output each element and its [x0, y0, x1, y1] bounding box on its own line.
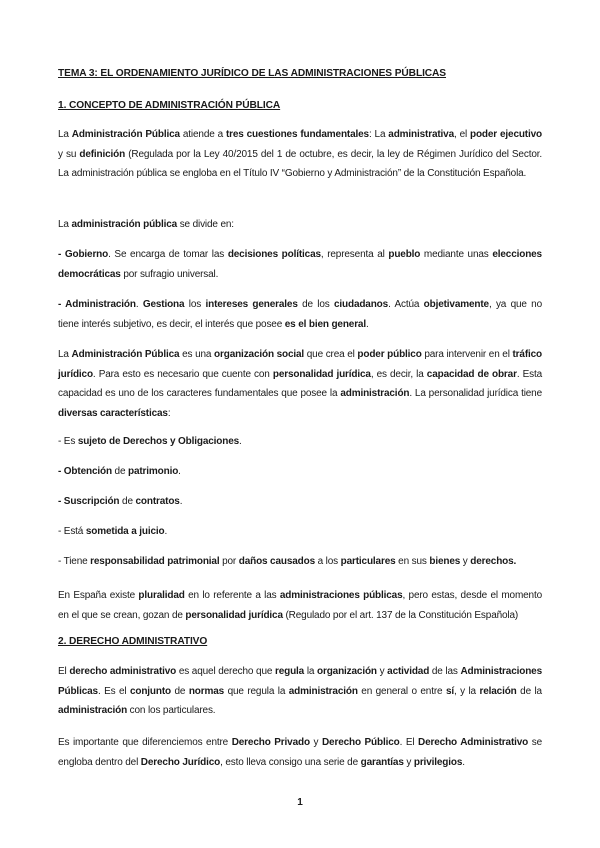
- text-run: se engloba dentro del: [58, 737, 543, 768]
- bold-text-run: elecciones democráticas: [58, 249, 542, 280]
- text-run: en sus: [395, 556, 430, 567]
- bold-text-run: intereses generales: [205, 299, 298, 310]
- text-run: en lo referente a las: [184, 590, 280, 601]
- text-run: es aquel derecho que: [176, 666, 275, 677]
- bold-text-run: tráfico jurídico: [58, 349, 542, 380]
- bold-text-run: patrimonio: [128, 466, 179, 477]
- text-run: se divide en:: [177, 219, 234, 230]
- text-run: .: [135, 299, 143, 310]
- text-run: y: [309, 737, 322, 748]
- bold-text-run: pluralidad: [138, 590, 185, 601]
- section-1-heading: 1. CONCEPTO DE ADMINISTRACIÓN PÚBLICA: [58, 100, 281, 111]
- bold-text-run: privilegios: [413, 756, 463, 768]
- bold-text-run: normas: [188, 685, 225, 697]
- section-1-paragraph-administracion: [58, 295, 542, 334]
- bold-text-run: es el bien general: [284, 318, 366, 330]
- text-run: (Regulada por la Ley 40/2015 del 1 de octubre, es decir, la ley de Régimen Jurídico del Sector. La administración pública se engloba en el Título IV “Gobierno y Administración” de la Constitución Española.: [58, 148, 542, 180]
- text-run: de la: [516, 685, 542, 697]
- text-run: .: [239, 436, 242, 447]
- bold-text-run: bienes: [429, 556, 461, 567]
- bold-text-run: contratos: [135, 496, 180, 507]
- bold-text-run: sujeto de Derechos y Obligaciones: [77, 436, 240, 447]
- document-title: TEMA 3: EL ORDENAMIENTO JURÍDICO DE LAS ADMINISTRACIONES PÚBLICAS: [58, 68, 447, 79]
- text-run: los: [184, 299, 206, 310]
- bold-text-run: Derecho Jurídico: [140, 756, 221, 768]
- text-run: mediante unas: [420, 249, 493, 260]
- bold-text-run: Administración Pública: [71, 129, 180, 140]
- bold-text-run: pueblo: [388, 249, 421, 260]
- text-run: .: [164, 526, 168, 537]
- bold-text-run: regula: [274, 666, 305, 677]
- bold-text-run: Gestiona: [142, 299, 185, 310]
- bold-text-run: Derecho Público: [321, 737, 400, 748]
- page-number: 1: [297, 797, 303, 808]
- bold-text-run: particulares: [340, 556, 396, 567]
- bold-text-run: sí: [445, 685, 454, 697]
- bold-text-run: Administración Pública: [71, 349, 180, 360]
- text-run: y: [376, 666, 388, 677]
- bold-text-run: organización social: [214, 349, 305, 360]
- text-run: y: [460, 556, 471, 567]
- text-run: que regula la: [224, 685, 289, 697]
- text-run: , el: [454, 129, 471, 140]
- bold-text-run: poder ejecutivo: [470, 129, 542, 140]
- section-2-paragraph-2: [58, 733, 542, 772]
- bold-text-run: administración: [58, 705, 128, 717]
- text-run: para intervenir en el: [421, 349, 513, 360]
- bold-text-run: - Administración: [58, 299, 136, 310]
- bold-text-run: - Suscripción: [58, 496, 120, 507]
- bold-text-run: objetivamente: [423, 299, 489, 310]
- text-run: La: [58, 219, 72, 230]
- text-run: En España existe: [58, 590, 139, 601]
- text-run: de: [170, 685, 189, 697]
- text-run: , pero estas, desde el momento en el que se crean, gozan de: [58, 590, 542, 621]
- bold-text-run: organización: [317, 666, 377, 677]
- text-run: , y la: [453, 685, 480, 697]
- text-run: en general o entre: [357, 685, 446, 697]
- bold-text-run: actividad: [387, 666, 430, 677]
- text-run: , ya que no tiene interés subjetivo, es decir, el interés que posee: [58, 299, 542, 330]
- bold-text-run: ciudadanos: [333, 299, 389, 310]
- bold-text-run: poder público: [357, 349, 422, 360]
- bold-text-run: - Obtención: [58, 466, 112, 477]
- bold-text-run: decisiones políticas: [227, 249, 321, 260]
- text-run: de las: [429, 666, 461, 677]
- text-run: es una: [179, 349, 215, 360]
- section-1-paragraph-4: [58, 586, 542, 625]
- section-2-paragraph-1: [58, 662, 542, 721]
- bold-text-run: capacidad de obrar: [426, 368, 517, 380]
- text-run: . Es el: [97, 685, 130, 697]
- text-run: con los particulares.: [127, 705, 216, 717]
- bold-text-run: derechos.: [470, 556, 517, 567]
- text-run: . Se encarga de tomar las: [108, 249, 228, 260]
- text-run: .: [178, 466, 181, 477]
- section-2-heading: 2. DERECHO ADMINISTRATIVO: [58, 636, 208, 647]
- text-run: .: [179, 496, 183, 507]
- text-run: , esto lleva consigo una serie de: [220, 756, 361, 768]
- text-run: .: [365, 318, 369, 330]
- list-item: [58, 496, 182, 507]
- bold-text-run: sometida a juicio: [85, 526, 165, 537]
- list-item: [58, 556, 516, 567]
- bold-text-run: tres cuestiones fundamentales: [225, 129, 369, 140]
- text-run: . Para esto es necesario que cuente con: [92, 368, 273, 380]
- bold-text-run: relación: [479, 685, 517, 697]
- text-run: . El: [399, 737, 419, 748]
- text-run: (Regulado por el art. 137 de la Constitución Española): [282, 609, 519, 621]
- text-run: , es decir, la: [370, 368, 427, 380]
- bold-text-run: Derecho Administrativo: [418, 737, 529, 748]
- bold-text-run: derecho administrativo: [69, 666, 177, 677]
- bold-text-run: personalidad jurídica: [185, 609, 283, 621]
- bold-text-run: responsabilidad patrimonial: [90, 556, 220, 567]
- text-run: por: [219, 556, 239, 567]
- bold-text-run: administrativa: [388, 129, 454, 140]
- text-run: - Está: [58, 526, 86, 537]
- bold-text-run: administración: [340, 388, 410, 400]
- list-item: [58, 526, 167, 537]
- text-run: , representa al: [320, 249, 389, 260]
- text-run: atiende a: [179, 129, 226, 140]
- list-item: [58, 466, 181, 477]
- section-1-paragraph-gobierno: [58, 245, 542, 284]
- text-run: y: [403, 756, 414, 768]
- bold-text-run: daños causados: [238, 556, 315, 567]
- bold-text-run: garantías: [360, 756, 404, 768]
- section-1-paragraph-2: [58, 215, 542, 235]
- text-run: - Tiene: [58, 556, 91, 567]
- bold-text-run: conjunto: [129, 685, 171, 697]
- bold-text-run: diversas características: [58, 407, 168, 419]
- text-run: Es importante que diferenciemos entre: [58, 737, 232, 748]
- text-run: . Esta capacidad es uno de los caracteres fundamentales que posee la: [58, 368, 543, 400]
- text-run: a los: [315, 556, 341, 567]
- bold-text-run: administración: [288, 685, 358, 697]
- section-1-paragraph-1: [58, 125, 542, 184]
- bold-text-run: Derecho Privado: [231, 737, 310, 748]
- text-run: que crea el: [304, 349, 358, 360]
- text-run: - Es: [58, 436, 78, 447]
- bold-text-run: personalidad jurídica: [272, 368, 371, 380]
- text-run: la: [304, 666, 318, 677]
- text-run: por sufragio universal.: [120, 268, 219, 280]
- bold-text-run: administraciones públicas: [279, 590, 403, 601]
- text-run: La: [58, 349, 72, 360]
- text-run: :: [167, 407, 171, 419]
- text-run: .: [462, 756, 465, 768]
- text-run: . Actúa: [388, 299, 424, 310]
- text-run: y su: [58, 148, 80, 160]
- bold-text-run: definición: [79, 148, 126, 160]
- text-run: . La personalidad jurídica tiene: [409, 388, 542, 400]
- section-1-paragraph-3: [58, 345, 542, 423]
- text-run: de los: [297, 299, 334, 310]
- text-run: La: [58, 129, 72, 140]
- text-run: de: [111, 466, 128, 477]
- list-item: [58, 436, 242, 447]
- text-run: : La: [368, 129, 389, 140]
- bold-text-run: administración pública: [71, 219, 178, 230]
- bold-text-run: - Gobierno: [58, 249, 109, 260]
- text-run: de: [119, 496, 136, 507]
- text-run: El: [58, 666, 70, 677]
- bold-text-run: Administraciones Públicas: [58, 666, 542, 697]
